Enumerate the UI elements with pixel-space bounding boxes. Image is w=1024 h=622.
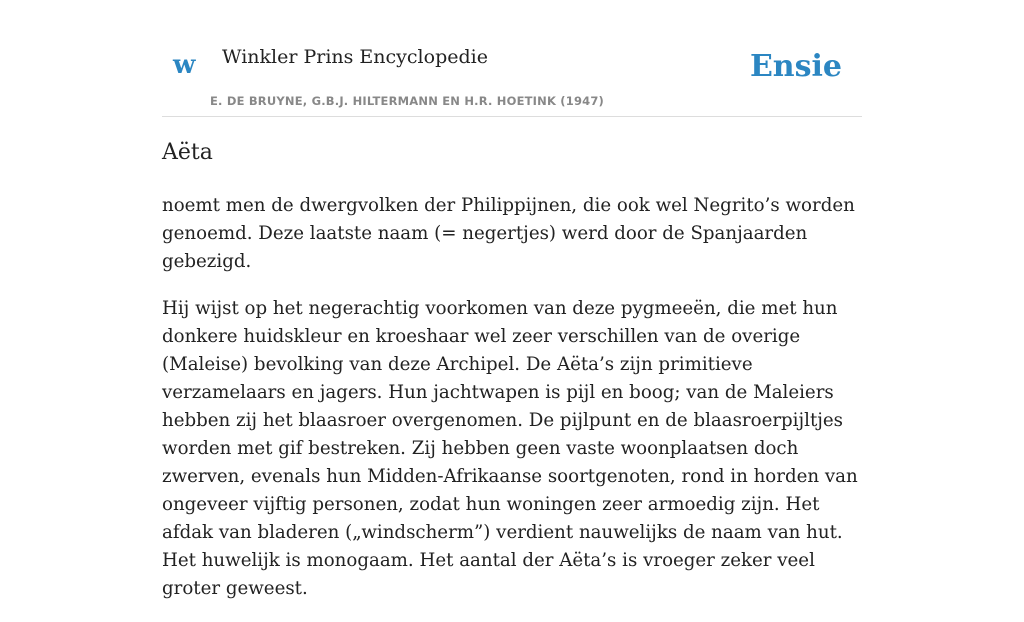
source-title[interactable]: Winkler Prins Encyclopedie <box>222 46 488 68</box>
source-authors: E. DE BRUYNE, G.B.J. HILTERMANN EN H.R. HOETINK (1947) <box>210 94 605 108</box>
site-header <box>162 0 862 117</box>
winkler-prins-logo-icon[interactable]: w <box>173 50 196 80</box>
article-body <box>162 192 862 622</box>
article-title: Aëta <box>162 140 213 165</box>
article-paragraph: noemt men de dwergvolken der Philippijnen, die ook wel Negrito’s worden genoemd. Deze laatste naam (= negertjes) werd door de Spanjaarden gebezigd. <box>162 195 855 272</box>
page <box>162 0 862 599</box>
article-paragraph: Hij wijst op het negerachtig voorkomen van deze pygmeeën, die met hun donkere huidskleur en kroeshaar wel zeer verschillen van de overige (Maleise) bevolking van deze Archipel. De Aëta’s zijn primitieve verzamelaars en jagers. Hun jachtwapen is pijl en boog; van de Maleiers hebben zij het blaasroer overgenomen. De pijlpunt en de blaasroerpijltjes worden met gif bestreken. Zij hebben geen vaste woonplaatsen doch zwerven, evenals hun Midden-Afrikaanse soortgenoten, rond in horden van ongeveer vijftig personen, zodat hun woningen zeer armoedig zijn. Het afdak van bladeren („windscherm”) verdient nauwelijks de naam van hut. Het huwelijk is monogaam. Het aantal der Aëta’s is vroeger zeker veel groter geweest. <box>162 298 858 599</box>
ensie-logo-link[interactable]: Ensie <box>749 49 842 84</box>
